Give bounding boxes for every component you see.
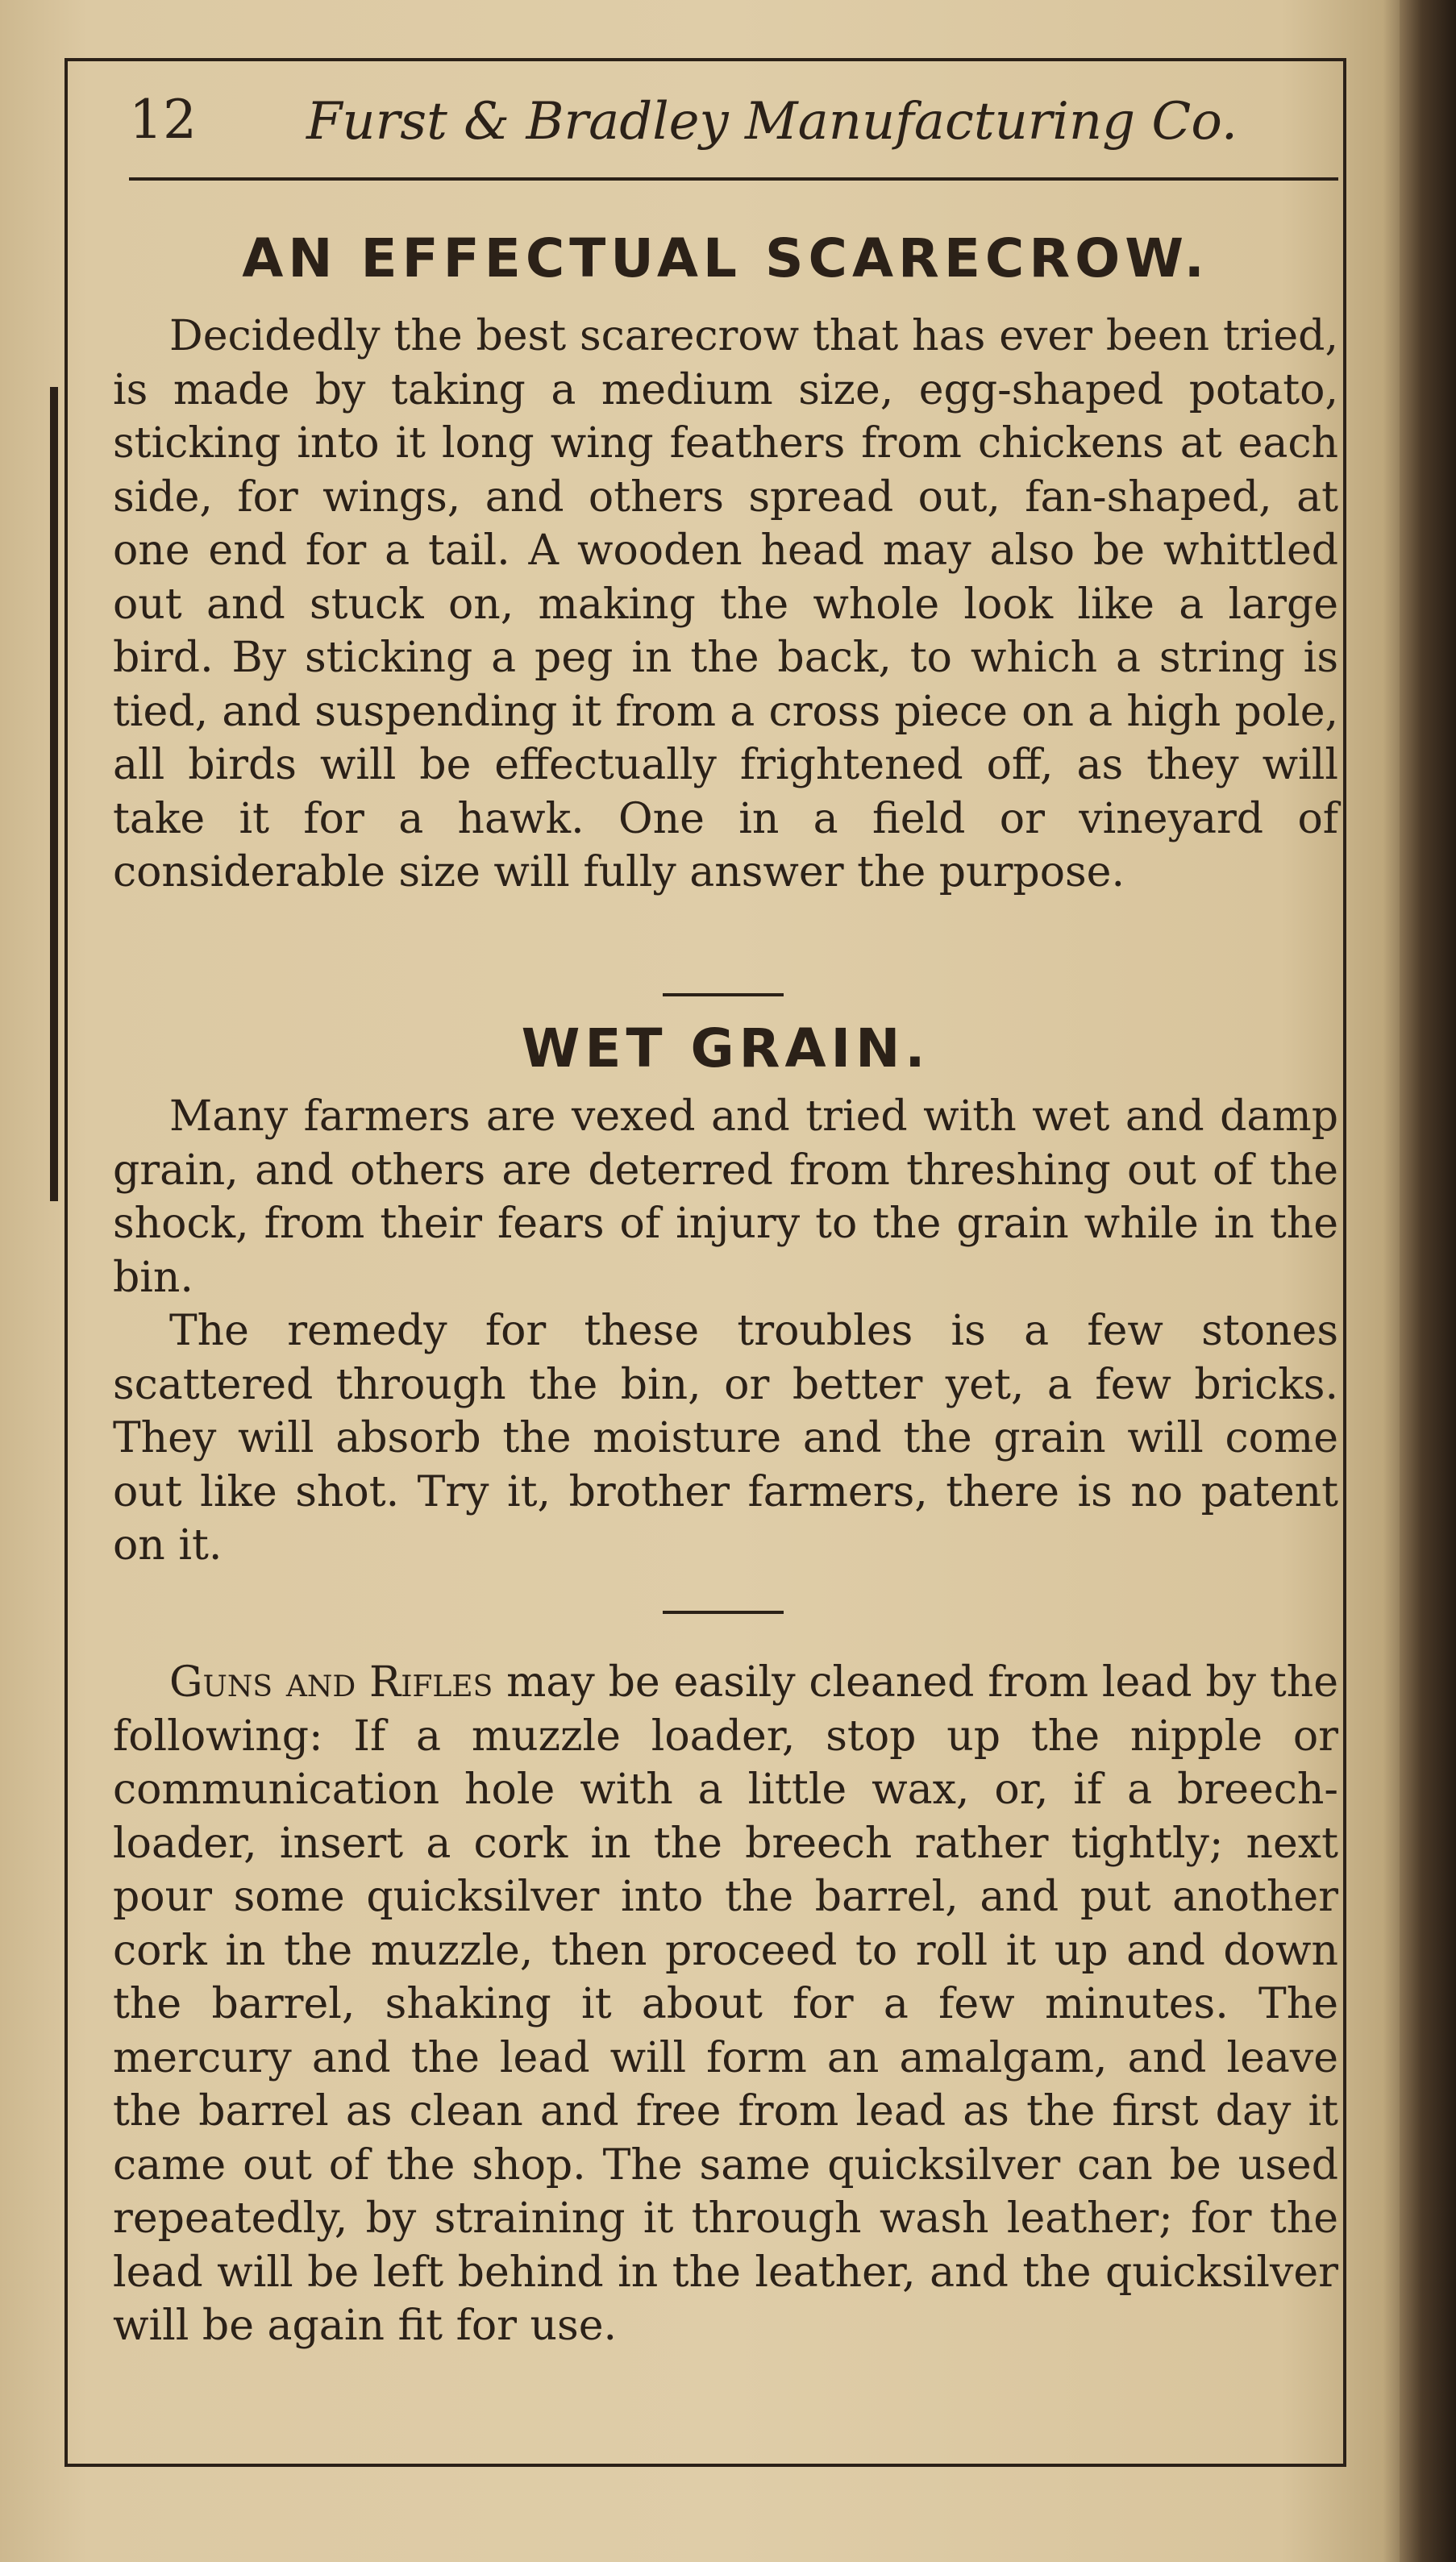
wet-grain-text-1: Many farmers are vexed and tried with wet and damp grain, and others are deterred from threshing out of the shock, from their fears of injury to the grain while in the bin.: [113, 1092, 1338, 1302]
guns-paragraph: [113, 1656, 1338, 2353]
running-head: Furst & Bradley Manufacturing Co.: [306, 92, 1238, 152]
binding-mark: [50, 387, 58, 1201]
guns-lead: Guns and Rifles: [169, 1658, 493, 1707]
wet-grain-heading: WET GRAIN.: [521, 1017, 930, 1079]
wet-grain-paragraph-1: [113, 1090, 1338, 1304]
guns-text: may be easily cleaned from lead by the following: If a muzzle loader, stop up the nipple or communication hole with a little wax, or, if a breech-loader, insert a cork in the breech rather tightly; next pour some quicksilver into the barrel, and put another cork in the muzzle, then proceed to roll it up and down the barrel, shaking it about for a few minutes. The mercury and the lead will form an amalgam, and leave the barrel as clean and free from lead as the first day it came out of the shop. The same quicksilver can be used repeatedly, by straining it through wash leather; for the lead will be left behind in the leather, and the quicksilver will be again fit for use.: [113, 1658, 1338, 2350]
header-rule: [129, 177, 1338, 181]
scarecrow-heading: AN EFFECTUAL SCARECROW.: [242, 227, 1209, 289]
wet-grain-text-2: The remedy for these troubles is a few stones scattered through the bin, or better yet, a few bricks. They will absorb the moisture and the grain will come out like shot. Try it, brother farmers, there is no patent on it.: [113, 1307, 1338, 1570]
scarecrow-paragraph: [113, 310, 1338, 900]
page-header: [129, 81, 1330, 161]
page-edge: [1400, 0, 1456, 2562]
section-divider: [663, 993, 784, 996]
page-number: 12: [129, 89, 197, 151]
section-divider-2: [663, 1611, 784, 1614]
scarecrow-text: Decidedly the best scarecrow that has ever been tried, is made by taking a medium size, egg-shaped potato, sticking into it long wing feathers from chickens at each side, for wings, and others spread out, fan-shaped, at one end for a tail. A wooden head may also be whittled out and stuck on, making the whole look like a large bird. By sticking a peg in the back, to which a string is tied, and suspending it from a cross piece on a high pole, all birds will be effectually frightened off, as they will take it for a hawk. One in a field or vineyard of considerable size will fully answer the purpose.: [113, 312, 1338, 896]
wet-grain-paragraph-2: [113, 1304, 1338, 1573]
